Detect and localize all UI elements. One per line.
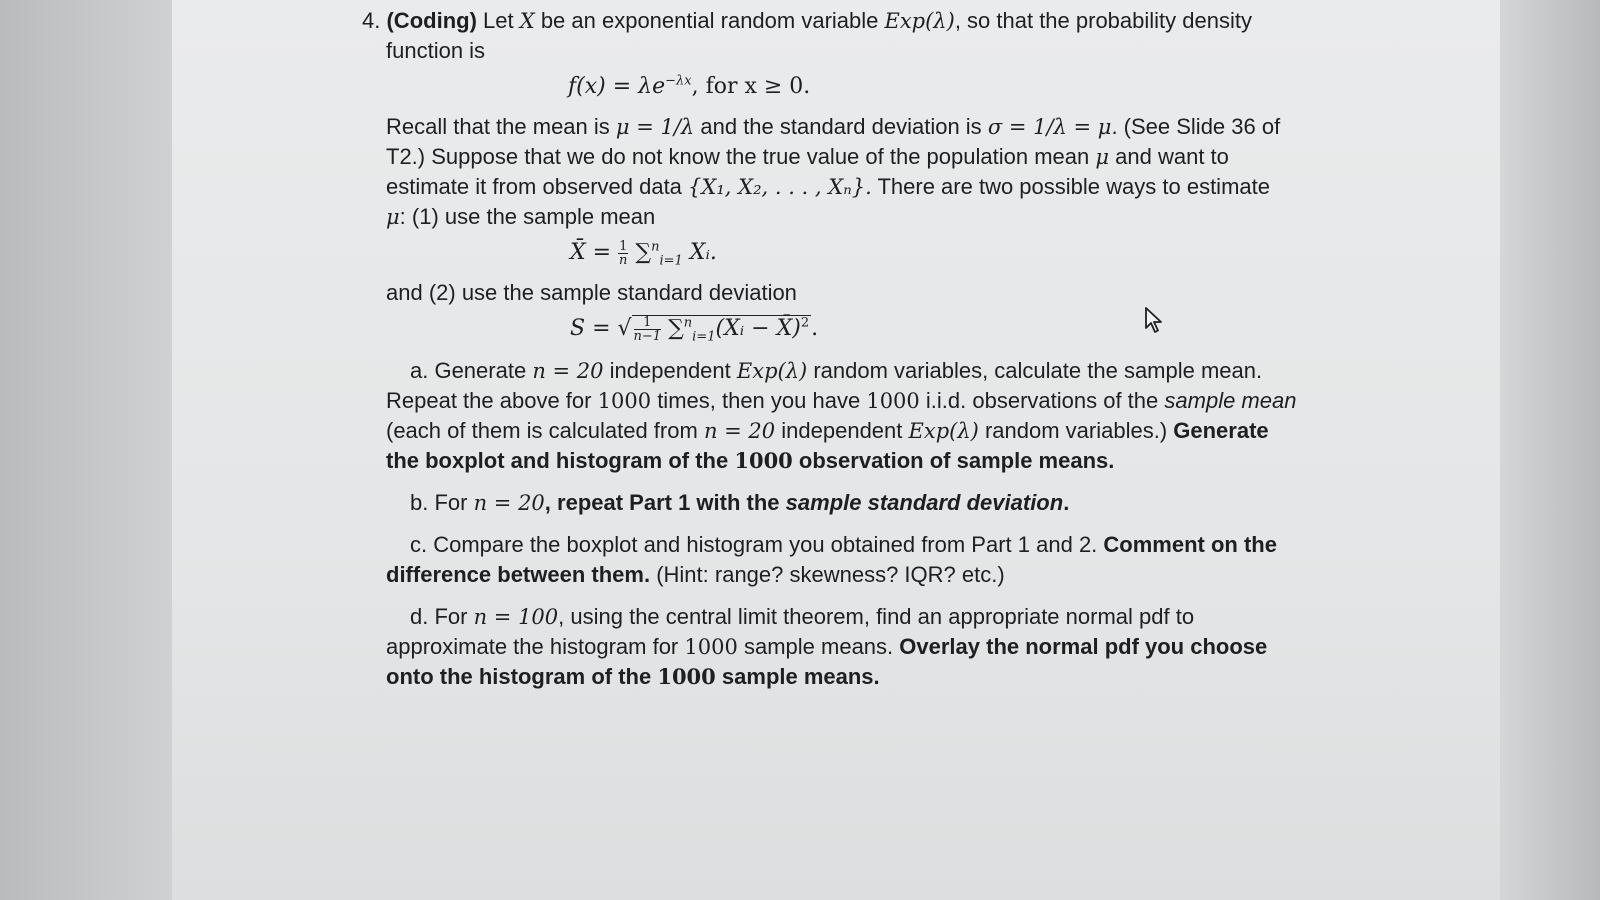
part-text: c. Compare the boxplot and histogram you obtained from Part 1 and 2. xyxy=(410,532,1098,557)
question-tag: (Coding) xyxy=(386,8,477,33)
math-exp: Exp(λ) xyxy=(884,9,955,33)
heading-text: , so that the probability density xyxy=(954,8,1252,33)
recall-text: estimate it from observed data xyxy=(386,174,682,199)
formula-exponent: −λx xyxy=(665,73,692,89)
math-mu: μ xyxy=(1095,145,1110,169)
math-sigma-eq: σ = 1/λ = μ xyxy=(987,115,1112,139)
sum-sub: i=1 xyxy=(692,329,716,345)
part-bold: . xyxy=(1063,490,1070,515)
part-text: sample means. xyxy=(743,634,894,659)
math-data-set: {X₁, X₂, . . . , Xₙ}. xyxy=(688,175,872,199)
part-a xyxy=(362,356,1342,476)
sum-sup: n xyxy=(683,315,693,331)
sd-intro: and (2) use the sample standard deviation xyxy=(386,280,797,305)
math-n-eq: n = 100 xyxy=(473,605,559,629)
math-count: 1000 xyxy=(657,664,716,689)
part-bold: Generate xyxy=(1173,418,1269,443)
part-bold: Overlay the normal pdf you choose xyxy=(899,634,1268,659)
part-text: Repeat the above for xyxy=(386,388,592,413)
part-bold: sample means. xyxy=(721,664,880,689)
part-text: a. Generate xyxy=(410,358,527,383)
part-c xyxy=(362,530,1342,590)
radicand xyxy=(632,314,812,345)
recall-text: : (1) use the sample mean xyxy=(399,204,656,229)
formula-tail: , for x ≥ 0. xyxy=(691,74,811,99)
part-text: d. For xyxy=(410,604,468,629)
pdf-formula xyxy=(362,72,1342,102)
math-count: 1000 xyxy=(597,389,652,413)
part-bold: , repeat Part 1 with the xyxy=(544,490,780,515)
recall-text: . (See Slide 36 of xyxy=(1111,114,1281,139)
math-mu-eq: μ = 1/λ xyxy=(615,115,695,139)
sum-symbol: ∑ xyxy=(668,316,684,341)
part-text: b. For xyxy=(410,490,468,515)
recall-paragraph xyxy=(362,112,1342,232)
recall-text: and the standard deviation is xyxy=(700,114,982,139)
math-mu: μ xyxy=(386,205,400,229)
frac-num: 1 xyxy=(619,238,628,254)
part-bold: difference between them. xyxy=(386,562,651,587)
recall-text: and want to xyxy=(1115,144,1229,169)
sd-formula xyxy=(362,314,1342,344)
math-exp: Exp(λ) xyxy=(908,419,979,443)
sum-symbol: ∑ xyxy=(635,240,652,265)
left-page-margin xyxy=(0,0,172,900)
frac-den: n−1 xyxy=(633,328,662,344)
formula-power: 2 xyxy=(800,315,810,331)
math-n-eq: n = 20 xyxy=(703,419,776,443)
part-text: i.i.d. observations of the xyxy=(925,388,1159,413)
sample-mean-formula xyxy=(362,238,1342,268)
formula-term: Xᵢ. xyxy=(689,240,717,265)
math-n-eq: n = 20 xyxy=(473,491,545,515)
math-var: X xyxy=(519,9,535,33)
math-count: 1000 xyxy=(684,635,738,659)
math-n-eq: n = 20 xyxy=(532,359,604,383)
part-text: random variables.) xyxy=(984,418,1168,443)
math-exp: Exp(λ) xyxy=(736,359,808,383)
formula-lhs: f(x) = λe xyxy=(568,74,666,99)
fraction xyxy=(618,240,628,267)
part-text: independent xyxy=(781,418,903,443)
part-bold-italic: sample standard deviation xyxy=(785,490,1064,515)
mouse-pointer-icon xyxy=(1142,306,1168,336)
radical-sign: √ xyxy=(617,316,632,341)
formula-lhs: X̄ = xyxy=(570,240,612,265)
part-text: (each of them is calculated from xyxy=(386,418,698,443)
math-count: 1000 xyxy=(734,448,793,473)
frac-num: 1 xyxy=(634,316,662,330)
recall-text: Recall that the mean is xyxy=(386,114,610,139)
formula-term: (Xᵢ − X̄) xyxy=(715,316,801,341)
question-heading xyxy=(362,6,1342,36)
frac-den: n xyxy=(619,252,628,268)
math-count: 1000 xyxy=(866,389,920,413)
part-text: , using the central limit theorem, find an appropriate normal pdf to xyxy=(558,604,1195,629)
formula-lhs: S = xyxy=(570,316,611,341)
heading-line2: function is xyxy=(386,38,486,63)
right-page-margin xyxy=(1500,0,1600,900)
heading-text: Let xyxy=(483,8,514,33)
heading-text: be an exponential random variable xyxy=(540,8,879,33)
recall-text: T2.) Suppose that we do not know the true value of the population mean xyxy=(386,144,1090,169)
sum-sup: n xyxy=(651,239,660,255)
formula-end: . xyxy=(811,316,819,341)
question-content xyxy=(362,6,1342,692)
question-number: 4. xyxy=(362,8,381,33)
part-text: random variables, calculate the sample mean. xyxy=(813,358,1263,383)
part-hint: (Hint: range? skewness? IQR? etc.) xyxy=(656,562,1005,587)
recall-text: There are two possible ways to estimate xyxy=(877,174,1270,199)
part-text: approximate the histogram for xyxy=(386,634,679,659)
part-text: independent xyxy=(609,358,731,383)
fraction xyxy=(634,316,662,343)
part-bold: Comment on the xyxy=(1103,532,1277,557)
part-bold: the boxplot and histogram of the xyxy=(386,448,729,473)
part-bold: onto the histogram of the xyxy=(386,664,652,689)
part-text: times, then you have xyxy=(657,388,861,413)
part-bold: observation of sample means. xyxy=(798,448,1115,473)
part-italic: sample mean xyxy=(1164,388,1297,413)
sum-sub: i=1 xyxy=(659,253,683,269)
part-b xyxy=(362,488,1342,518)
part-d xyxy=(362,602,1342,692)
